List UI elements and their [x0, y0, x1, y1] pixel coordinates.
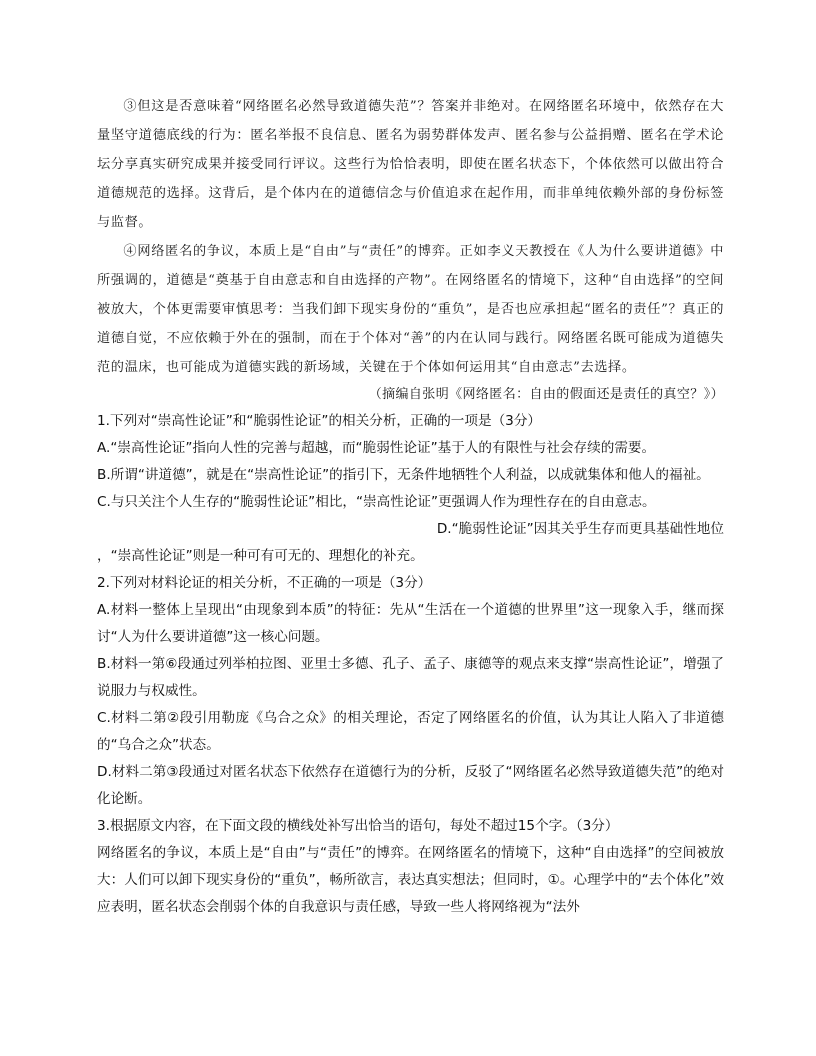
question-1 [97, 408, 724, 570]
material-paragraph-4: ④网络匿名的争议，本质上是“自由”与“责任”的博弈。正如李义天教授在《人为什么要讲道德》中所强调的，道德是“奠基于自由意志和自由选择的产物”。在网络匿名的情境下，这种“自由选择”的空间被放大，个体更需要审慎思考：当我们卸下现实身份的“重负”，是否也应承担起“匿名的责任”？真正的道德自觉，不应依赖于外在的强制，而在于个体对“善”的内在认同与践行。网络匿名既可能成为道德失范的温床，也可能成为道德实践的新场域，关键在于个体如何运用其“自由意志”去选择。 [97, 244, 724, 375]
question-1-option-c: C.与只关注个人生存的“脆弱性论证”相比，“崇高性论证”更强调人作为理性存在的自由意志。 [97, 494, 656, 510]
question-2-option-b: B.材料一第⑥段通过列举柏拉图、亚里士多德、孔子、孟子、康德等的观点来支撑“崇高性论证”，增强了说服力与权威性。 [97, 656, 724, 699]
question-2-option-d: D.材料二第③段通过对匿名状态下依然存在道德行为的分析，反驳了“网络匿名必然导致道德失范”的绝对化论断。 [97, 764, 724, 807]
material-source: （摘编自张明《网络匿名：自由的假面还是责任的真空？》） [368, 387, 724, 402]
question-2-option-c: C.材料二第②段引用勒庞《乌合之众》的相关理论，否定了网络匿名的价值，认为其让人陷入了非道德的“乌合之众”状态。 [97, 710, 724, 753]
question-3-passage: 网络匿名的争议，本质上是“自由”与“责任”的博弈。在网络匿名的情境下，这种“自由选择”的空间被放大：人们可以卸下现实身份的“重负”，畅所欲言，表达真实想法；但同时，①。心理学中的“去个体化”效应表明，匿名状态会削弱个体的自我意识与责任感，导致一些人将网络视为“法外 [97, 845, 724, 915]
question-3-stem: 3.根据原文内容，在下面文段的横线处补写出恰当的语句，每处不超过15个字。（3分） [97, 818, 619, 834]
question-2 [97, 570, 724, 813]
question-1-option-a: A.“崇高性论证”指向人性的完善与超越，而“脆弱性论证”基于人的有限性与社会存续的需要。 [97, 440, 656, 456]
question-1-option-d: D.“脆弱性论证”因其关乎生存而更具基础性地位 [436, 521, 724, 537]
question-3 [97, 813, 724, 921]
question-2-stem: 2.下列对材料论证的相关分析，不正确的一项是（3分） [97, 575, 432, 591]
question-1-stem: 1.下列对“崇高性论证”和“脆弱性论证”的相关分析，正确的一项是（3分） [97, 413, 542, 429]
question-1-option-b: B.所谓“讲道德”，就是在“崇高性论证”的指引下，无条件地牺牲个人利益，以成就集体和他人的福祉。 [97, 467, 710, 483]
question-2-option-a: A.材料一整体上呈现出“由现象到本质”的特征：先从“生活在一个道德的世界里”这一现象入手，继而探讨“人为什么要讲道德”这一核心问题。 [97, 602, 724, 645]
question-1-option-d-continued: ，“崇高性论证”则是一种可有可无的、理想化的补充。 [97, 548, 424, 564]
material-paragraph-3: ③但这是否意味着“网络匿名必然导致道德失范”？答案并非绝对。在网络匿名环境中，依然存在大量坚守道德底线的行为：匿名举报不良信息、匿名为弱势群体发声、匿名参与公益捐赠、匿名在学术论坛分享真实研究成果并接受同行评议。这些行为恰恰表明，即使在匿名状态下，个体依然可以做出符合道德规范的选择。这背后，是个体内在的道德信念与价值追求在起作用，而非单纯依赖外部的身份标签与监督。 [97, 99, 724, 230]
